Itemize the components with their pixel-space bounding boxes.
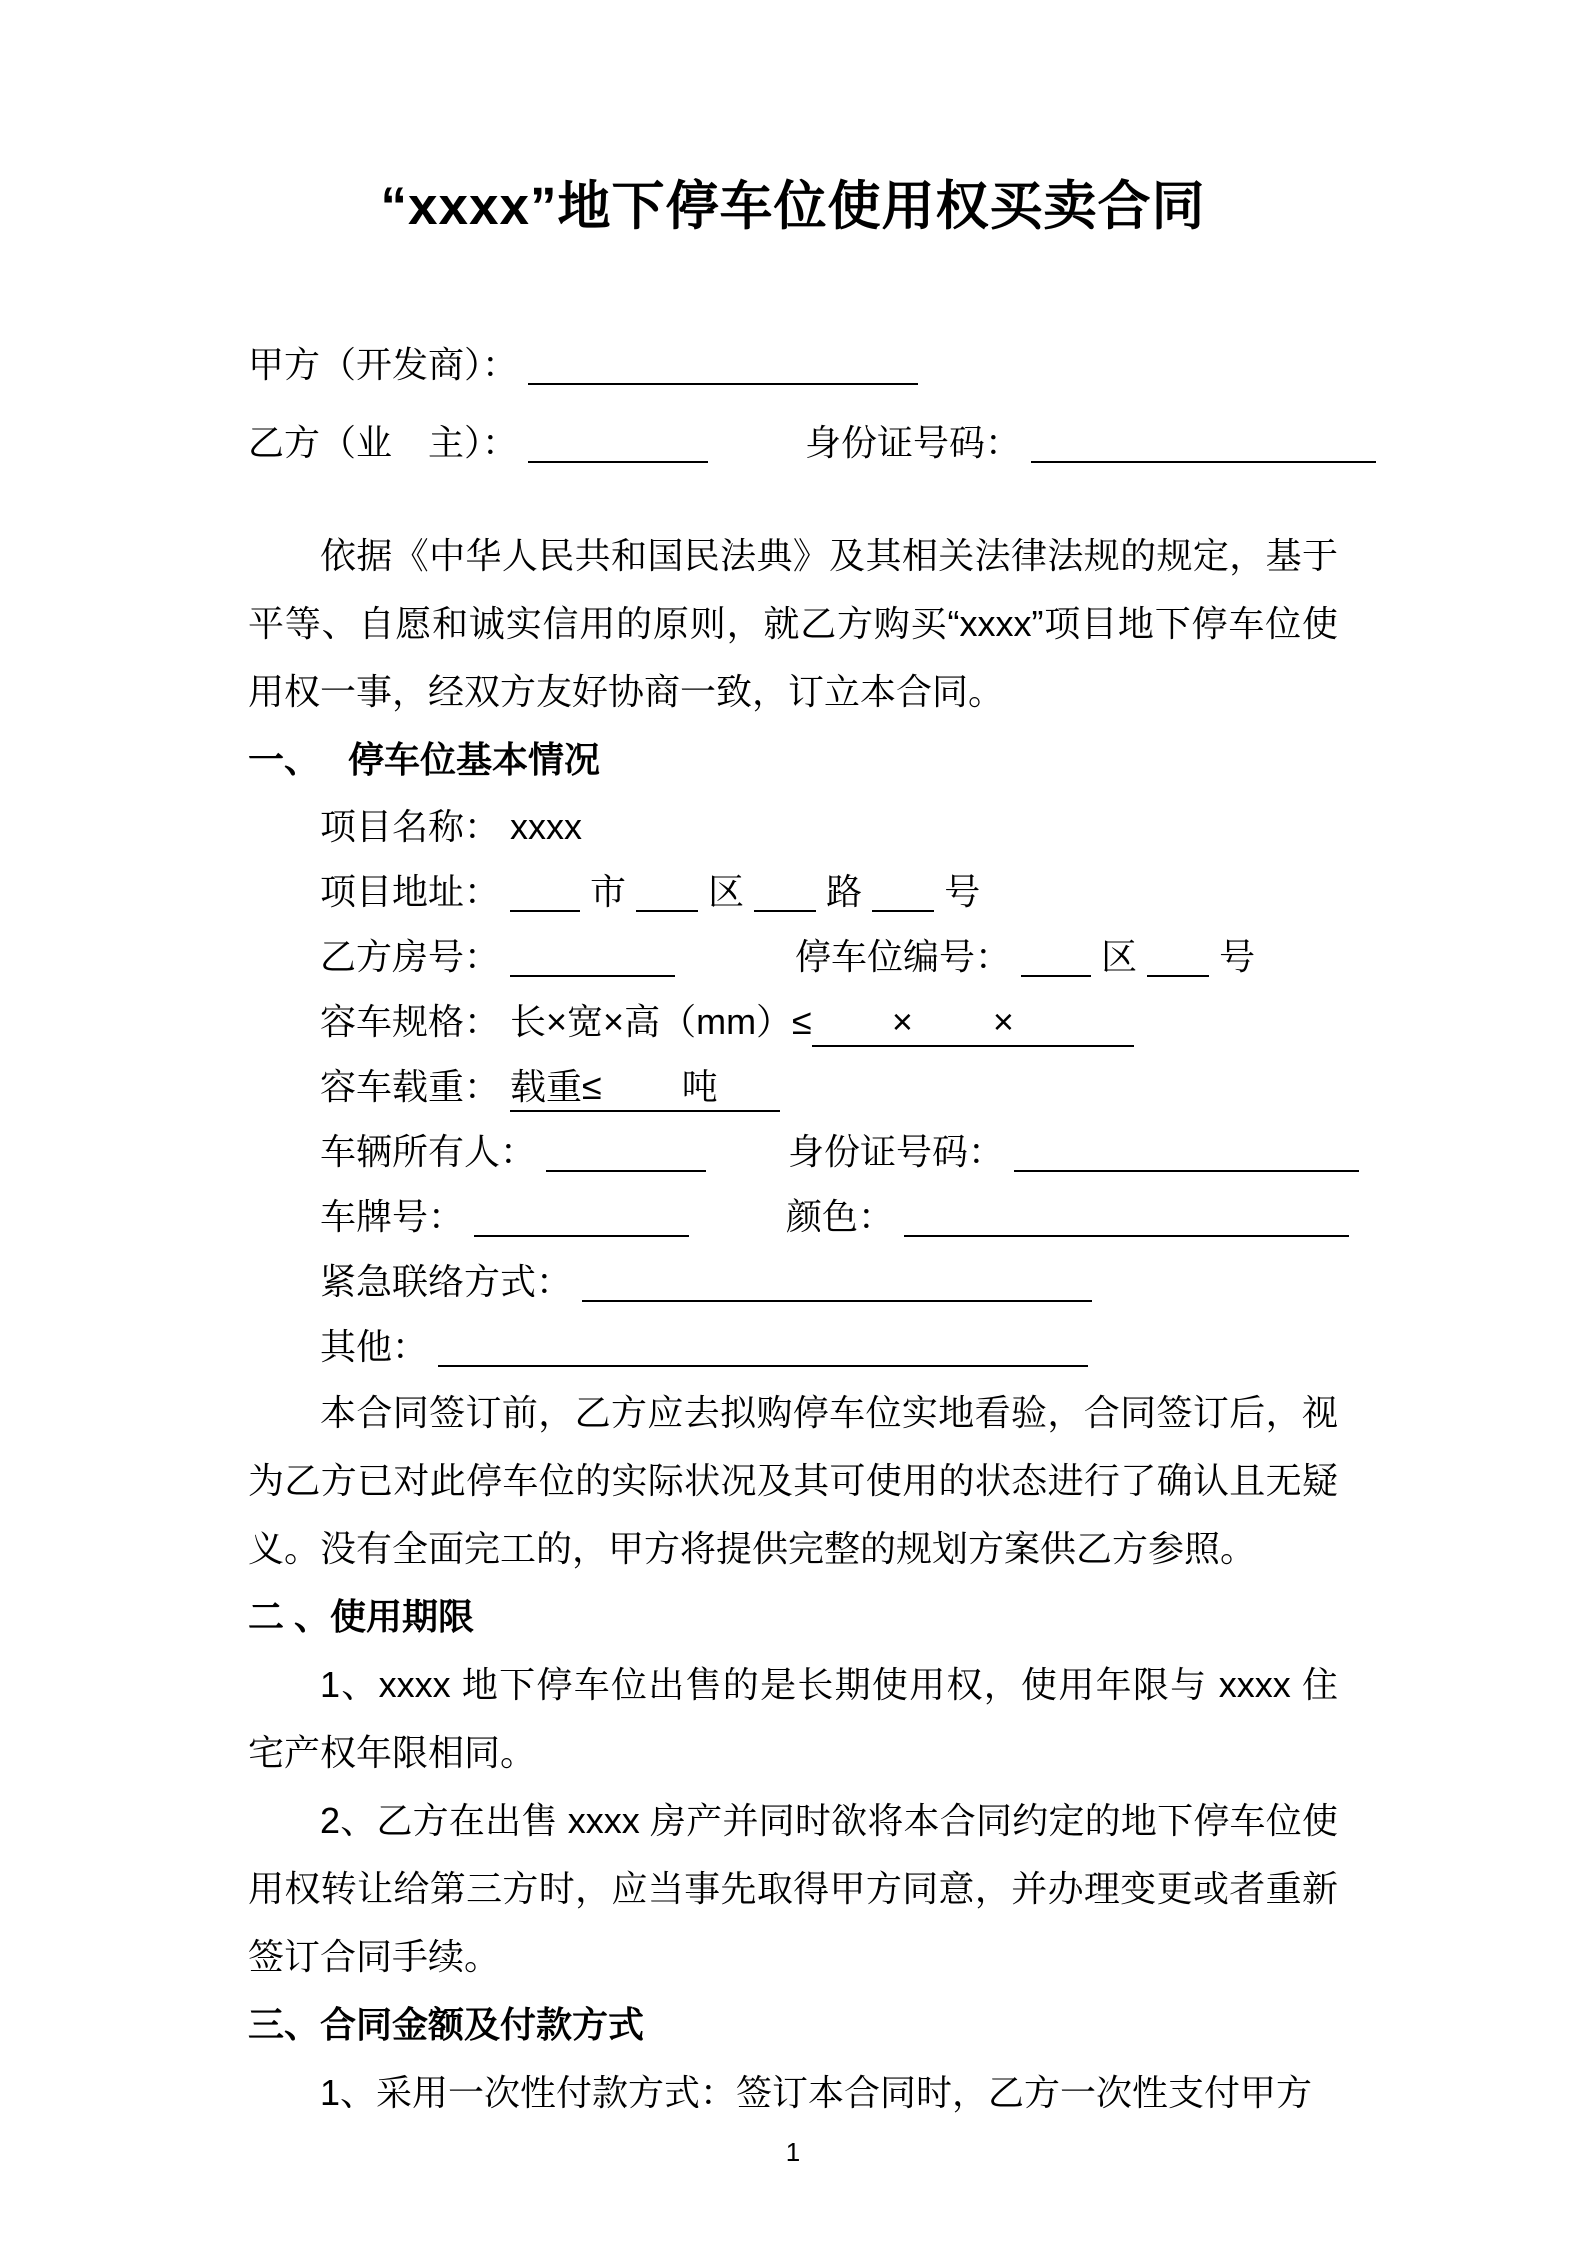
section1-heading-number: 一、: [248, 739, 321, 780]
page-number: 1: [785, 2137, 801, 2167]
field-plate-and-color: [320, 1184, 1338, 1249]
emergency-contact-blank-field: [582, 1264, 1092, 1302]
load-spacer: [602, 1097, 682, 1099]
spec-spacer: [1014, 1032, 1134, 1034]
space-number-unit: 号: [1219, 936, 1256, 977]
party-b-line: [248, 404, 1338, 482]
address-city-blank-field: [510, 874, 580, 912]
section3-item1: 1、采用一次性付款方式：签订本合同时，乙方一次性支付甲方: [320, 2072, 1313, 2113]
party-a-label: 甲方（开发商）：: [248, 344, 519, 385]
field-emergency-contact: [320, 1249, 1338, 1314]
spec-spacer: [913, 1032, 993, 1034]
vehicle-spec-blank-field: [812, 1002, 1134, 1047]
load-spacer: [718, 1097, 780, 1099]
section1-heading: [248, 726, 1338, 794]
party-b-id-blank-field: [1031, 425, 1376, 463]
field-project-address: [320, 859, 1338, 924]
section2-item2: 2、乙方在出售 xxxx 房产并同时欲将本合同约定的地下停车位使用权转让给第三方时，应当事先取得甲方同意，并办理变更或者重新签订合同手续。: [248, 1800, 1338, 1977]
party-b-label: 乙方（业 主）：: [248, 422, 519, 463]
address-number-blank-field: [872, 874, 934, 912]
document-title: “xxxx”地下停车位使用权买卖合同: [380, 177, 1206, 236]
section1-note-paragraph: 本合同签订前，乙方应去拟购停车位实地看验，合同签订后，视为乙方已对此停车位的实际状况及其可使用的状态进行了确认且无疑义。没有全面完工的，甲方将提供完整的规划方案供乙方参照。: [248, 1392, 1338, 1569]
section1-heading-title: 停车位基本情况: [348, 739, 601, 780]
address-city-unit: 市: [590, 871, 627, 912]
spec-times-sign: ×: [891, 1001, 913, 1042]
color-blank-field: [904, 1199, 1349, 1237]
room-number-label: 乙方房号：: [320, 936, 501, 977]
vehicle-spec-formula: 长×宽×高（mm）≤: [510, 1001, 812, 1042]
vehicle-load-blank-field: [510, 1067, 780, 1112]
project-name-label: 项目名称：: [320, 806, 501, 847]
address-district-blank-field: [636, 874, 698, 912]
project-name-value: xxxx: [510, 806, 583, 847]
color-label: 颜色：: [786, 1196, 895, 1237]
room-number-blank-field: [510, 939, 675, 977]
space-district-unit: 区: [1101, 936, 1138, 977]
field-other: [320, 1314, 1338, 1379]
field-project-name: [320, 794, 1338, 859]
spec-times-sign: ×: [992, 1001, 1014, 1042]
section2-heading: 二 、使用期限: [248, 1596, 475, 1637]
project-address-label: 项目地址：: [320, 871, 501, 912]
field-vehicle-load: [320, 1054, 1338, 1119]
emergency-contact-label: 紧急联络方式：: [320, 1261, 573, 1302]
spec-spacer: [812, 1032, 892, 1034]
plate-number-blank-field: [474, 1199, 689, 1237]
intro-paragraph: 依据《中华人民共和国民法典》及其相关法律法规的规定，基于平等、自愿和诚实信用的原则，就乙方购买“xxxx”项目地下停车位使用权一事，经双方友好协商一致，订立本合同。: [248, 535, 1338, 712]
field-vehicle-owner: [320, 1119, 1338, 1184]
section3-heading: 三、合同金额及付款方式: [248, 2004, 645, 2045]
plate-number-label: 车牌号：: [320, 1196, 465, 1237]
address-district-unit: 区: [708, 871, 745, 912]
owner-id-label: 身份证号码：: [788, 1131, 1005, 1172]
address-road-unit: 路: [826, 871, 863, 912]
other-label: 其他：: [320, 1326, 429, 1367]
vehicle-owner-label: 车辆所有人：: [320, 1131, 537, 1172]
address-number-unit: 号: [944, 871, 981, 912]
party-b-id-label: 身份证号码：: [805, 422, 1022, 463]
field-room-and-space-number: [320, 924, 1338, 989]
space-number-blank-field: [1147, 939, 1209, 977]
load-prefix: 载重≤: [510, 1066, 602, 1107]
party-a-line: [248, 326, 1338, 404]
section2-item1: 1、xxxx 地下停车位出售的是长期使用权，使用年限与 xxxx 住宅产权年限相同。: [248, 1664, 1338, 1773]
space-number-label: 停车位编号：: [795, 936, 1012, 977]
owner-id-blank-field: [1014, 1134, 1359, 1172]
party-b-blank-field: [528, 425, 708, 463]
address-road-blank-field: [754, 874, 816, 912]
load-unit: 吨: [681, 1066, 718, 1107]
field-vehicle-spec: [320, 989, 1338, 1054]
vehicle-load-label: 容车载重：: [320, 1066, 501, 1107]
vehicle-spec-label: 容车规格：: [320, 1001, 501, 1042]
vehicle-owner-blank-field: [546, 1134, 706, 1172]
space-district-blank-field: [1021, 939, 1091, 977]
party-a-blank-field: [528, 347, 918, 385]
other-blank-field: [438, 1329, 1088, 1367]
